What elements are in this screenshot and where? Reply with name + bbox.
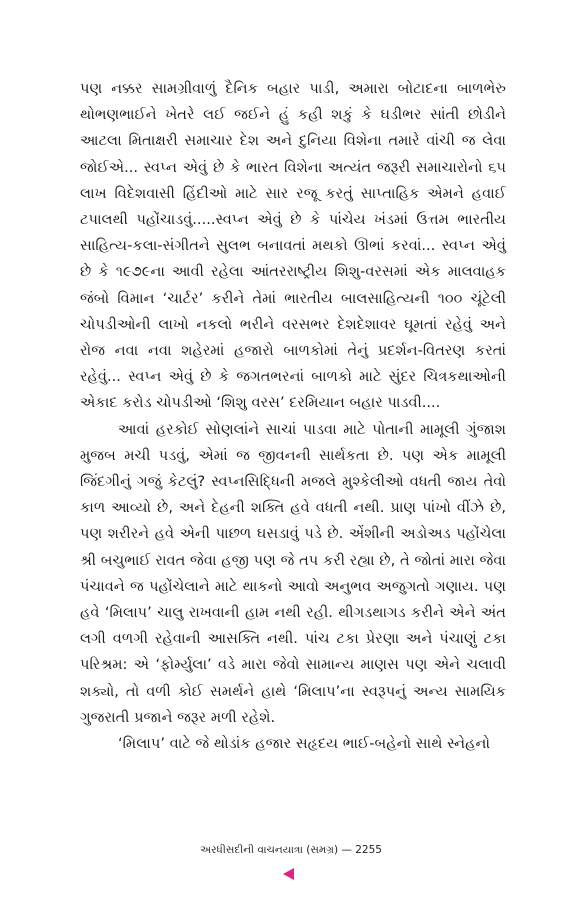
body-text (80, 76, 506, 757)
left-triangle-icon[interactable] (283, 868, 294, 880)
page-footer: અરધીસદીની વાચનયાત્રા (સમગ્ર) — 2255 (200, 844, 382, 856)
paragraph-1: પણ નક્કર સામગ્રીવાળું દૈનિક બહાર પાડી, અમારા બોટાદના બાળભેરુ થોભણભાઈને ખેતરે લઈ જઈને હું કહી શકું કે ઘડીભર સાંતી છોડીને આટલા મિતાક્ષરી સમાચાર દેશ અને દુનિયા વિશેના તમારે વાંચી જ લેવા જોઈએ... સ્વપ્ન એવું છે કે ભારત વિશેના અત્યંત જરૂરી સમાચારોનો ૬૫ લાખ વિદેશવાસી હિંદીઓ માટે સાર રજૂ કરતું સાપ્તાહિક એમને હવાઈ ટપાલથી પહોંચાડવું.....સ્વપ્ન એવું છે કે પાંચેય ખંડમાં ઉત્તમ ભારતીય સાહિત્ય-કલા-સંગીતને સુલભ બનાવતાં મથકો ઊભાં કરવાં... સ્વપ્ન એવું છે કે ૧૯૭૯ના આવી રહેલા આંતરરાષ્ટ્રીય શિશુ-વરસમાં એક માલવાહક જંબો વિમાન ‘ચાર્ટર’ કરીને તેમાં ભારતીય બાલસાહિત્યની ૧૦૦ ચૂંટેલી ચોપડીઓની લાખો નકલો ભરીને વરસભર દેશદેશાવર ઘૂમતાં રહેવું અને રોજ નવા નવા શહેરમાં હજારો બાળકોમાં તેનું પ્રદર્શન-વિતરણ કરતાં રહેવું... સ્વપ્ન એવું છે કે જગતભરનાં બાળકો માટે સુંદર ચિત્રકથાઓની એકાદ કરોડ ચોપડીઓ ‘શિશુ વરસ’ દરમિયાન બહાર પાડવી.... (80, 80, 506, 412)
paragraph-2: આવાં હરકોઈ સોણલાંને સાચાં પાડવા માટે પોતાની મામૂલી ગુંજાશ મુજબ મચી પડવું, એમાં જ જીવનની સાર્થકતા છે. પણ એક મામૂલી જિંદગીનું ગજું કેટલું? સ્વપ્નસિદ્ધિની મજલે મુશ્કેલીઓ વધતી જાય તેવો કાળ આવ્યો છે, અને દેહની શક્તિ હવે વધતી નથી. પ્રાણ પાંખો વીંઝે છે, પણ શરીરને હવે એની પાછળ ઘસડાવું પડે છે. એંશીની અડોઅડ પહોંચેલા શ્રી બચુભાઈ રાવત જેવા હજી પણ જે તપ કરી રહ્યા છે, તે જોતાં મારા જેવા પંચાવને જ પહોંચેલાને માટે થાકનો આવો અનુભવ અજુગતો ગણાય. પણ હવે ‘મિલાપ’ ચાલુ રાખવાની હામ નથી રહી. થીગડથાગડ કરીને એને અંત લગી વળગી રહેવાની આસક્તિ નથી. પાંચ ટકા પ્રેરણા અને પંચાણું ટકા પરિશ્રમ: એ ‘ફોર્મ્યુલા’ વડે મારા જેવો સામાન્ય માણસ પણ એને ચલાવી શક્યો, તો વળી કોઈ સમર્થને હાથે ‘મિલાપ’ના સ્વરૂપનું અન્ય સામયિક ગુજરાતી પ્રજાને જરૂર મળી રહેશે. (80, 420, 506, 726)
paragraph-3: ‘મિલાપ’ વાટે જે થોડાંક હજાર સહૃદય ભાઈ-બહેનો સાથે સ્નેહનો (118, 735, 491, 753)
